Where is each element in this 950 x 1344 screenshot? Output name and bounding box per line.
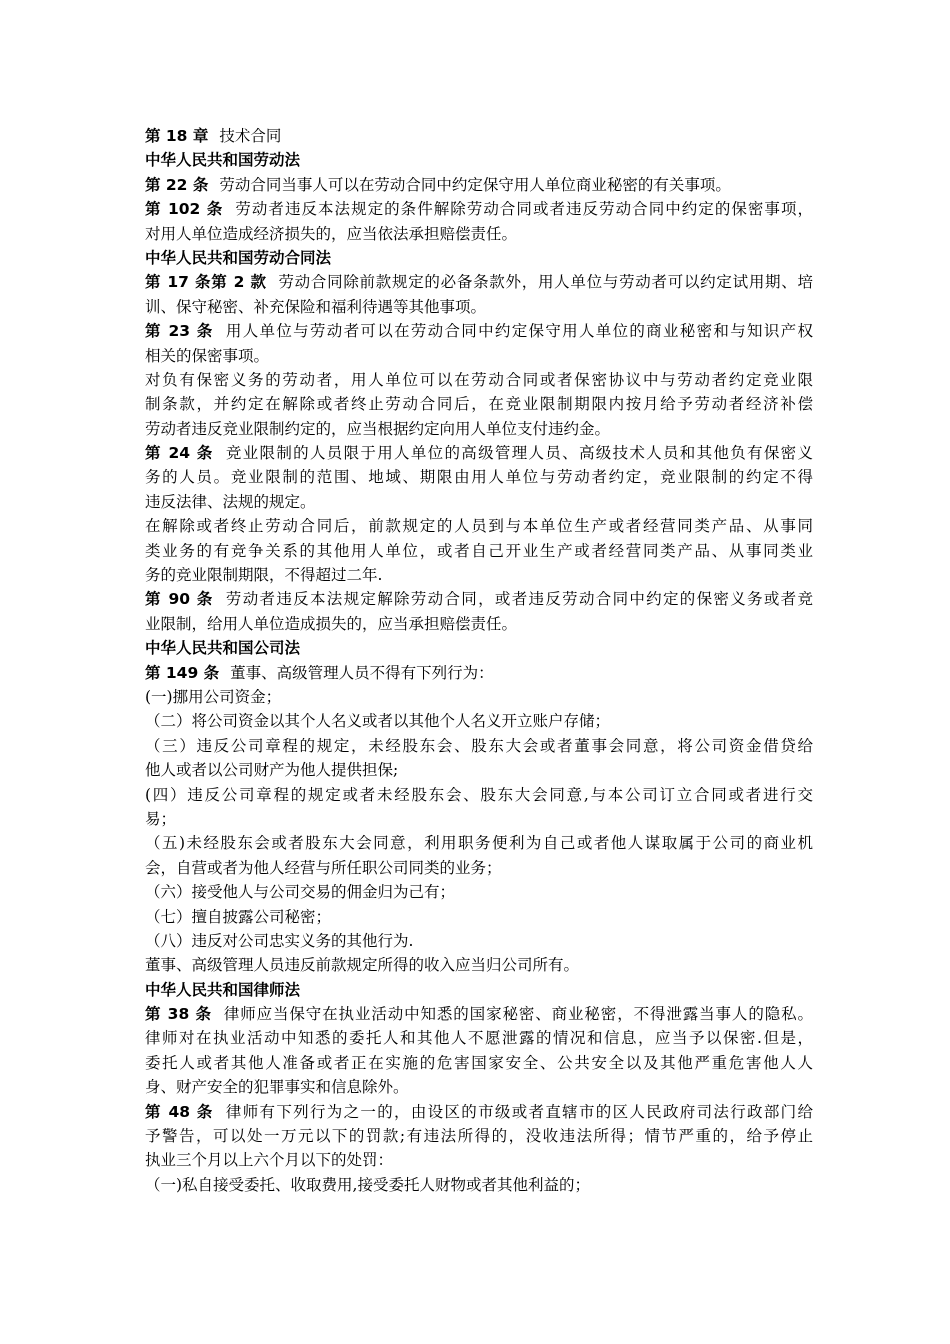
line-text: 予警告，可以处一万元以下的罚款;有违法所得的，没收违法所得；情节严重的，给予停止 [145, 1127, 813, 1146]
section-heading [145, 246, 813, 270]
article-label: 中华人民共和国劳动法 [145, 151, 301, 170]
text-line [145, 1075, 813, 1099]
text-line [145, 1100, 813, 1124]
label-gap [219, 668, 230, 681]
section-heading [145, 978, 813, 1002]
line-text: 类业务的有竞争关系的其他用人单位，或者自己开业生产或者经营同类产品、从事同类业 [145, 541, 813, 560]
line-text: 劳动者违反竞业限制约定的，应当根据约定向用人单位支付违约金。 [145, 419, 611, 438]
text-line [145, 856, 813, 880]
label-gap [208, 180, 219, 193]
article-label: 中华人民共和国劳动合同法 [145, 248, 332, 267]
line-text: 务的人员。竞业限制的范围、地域、期限由用人单位与劳动者约定，竞业限制的约定不得 [145, 468, 813, 487]
text-line [145, 587, 813, 611]
text-line [145, 344, 813, 368]
line-text: 律师应当保守在执业活动中知悉的国家秘密、商业秘密，不得泄露当事人的隐私。 [223, 1005, 813, 1024]
line-text: 用人单位与劳动者可以在劳动合同中约定保守用人单位的商业秘密和与知识产权 [225, 322, 813, 341]
text-line [145, 929, 813, 953]
text-line [145, 1051, 813, 1075]
line-text: 身、财产安全的犯罪事实和信息除外。 [145, 1078, 409, 1097]
label-gap [214, 326, 226, 339]
line-text: 律师对在执业活动中知悉的委托人和其他人不愿泄露的情况和信息，应当予以保密.但是， [145, 1029, 813, 1048]
article-label: 第 22 条 [145, 175, 209, 194]
document-body [145, 124, 813, 1197]
section-heading [145, 148, 813, 172]
text-line [145, 1026, 813, 1050]
text-line [145, 1002, 813, 1026]
article-label: 第 149 条 [145, 663, 220, 682]
line-text: （八）违反对公司忠实义务的其他行为. [145, 931, 414, 950]
text-line [145, 1148, 813, 1172]
line-text: 会，自营或者为他人经营与所任职公司同类的业务； [145, 858, 502, 877]
line-text: 制条款，并约定在解除或者终止劳动合同后，在竞业限制期限内按月给予劳动者经济补偿 [145, 395, 813, 414]
line-text: 易； [145, 809, 177, 828]
text-line [145, 880, 813, 904]
text-line [145, 783, 813, 807]
line-text: 对用人单位造成经济损失的，应当依法承担赔偿责任。 [145, 224, 518, 243]
text-line [145, 270, 813, 294]
line-text: 竞业限制的人员限于用人单位的高级管理人员、高级技术人员和其他负有保密义 [225, 444, 813, 463]
label-gap [214, 448, 226, 461]
line-text: 董事、高级管理人员违反前款规定所得的收入应当归公司所有。 [145, 956, 580, 975]
article-label: 第 102 条 [145, 200, 224, 219]
line-text: 训、保守秘密、补充保险和福利待遇等其他事项。 [145, 297, 487, 316]
text-line [145, 392, 813, 416]
line-text: 劳动合同除前款规定的必备条款外，用人单位与劳动者可以约定试用期、培 [278, 273, 813, 292]
article-label: 第 24 条 [145, 444, 214, 463]
text-line [145, 465, 813, 489]
text-line [145, 1173, 813, 1197]
line-text: （三）违反公司章程的规定，未经股东会、股东大会或者董事会同意，将公司资金借贷给 [145, 736, 813, 755]
text-line [145, 197, 813, 221]
line-text: 相关的保密事项。 [145, 346, 270, 365]
line-text: 劳动者违反本法规定解除劳动合同，或者违反劳动合同中约定的保密义务或者竞 [225, 590, 813, 609]
line-text: 执业三个月以上六个月以下的处罚： [145, 1151, 394, 1170]
article-label: 第 17 条第 2 款 [145, 273, 267, 292]
text-line [145, 709, 813, 733]
line-text: 劳动合同当事人可以在劳动合同中约定保守用人单位商业秘密的有关事项。 [219, 175, 731, 194]
article-label: 第 48 条 [145, 1102, 214, 1121]
article-label: 第 90 条 [145, 590, 214, 609]
line-text: （一)私自接受委托、收取费用,接受委托人财物或者其他利益的； [145, 1175, 590, 1194]
article-label: 第 18 章 [145, 127, 209, 145]
text-line [145, 563, 813, 587]
text-line [145, 319, 813, 343]
text-line [145, 539, 813, 563]
article-label: 第 23 条 [145, 322, 214, 341]
section-heading [145, 636, 813, 660]
text-line [145, 441, 813, 465]
label-gap [267, 277, 279, 290]
line-text: （六）接受他人与公司交易的佣金归为己有； [145, 883, 456, 902]
line-text: （二）将公司资金以其个人名义或者以其他个人名义开立账户存储； [145, 712, 611, 731]
text-line [145, 295, 813, 319]
text-line [145, 173, 813, 197]
text-line [145, 368, 813, 392]
line-text: 违反法律、法规的规定。 [145, 492, 316, 511]
text-line [145, 831, 813, 855]
article-label: 中华人民共和国公司法 [145, 639, 301, 658]
label-gap [212, 1009, 224, 1022]
text-line [145, 124, 813, 148]
text-line [145, 734, 813, 758]
text-line [145, 612, 813, 636]
text-line [145, 758, 813, 782]
line-text: （七）擅自披露公司秘密； [145, 907, 332, 926]
line-text: 业限制，给用人单位造成损失的，应当承担赔偿责任。 [145, 614, 518, 633]
text-line [145, 1124, 813, 1148]
line-text: 技术合同 [219, 127, 282, 145]
label-gap [223, 204, 235, 217]
label-gap [214, 1107, 226, 1120]
line-text: 在解除或者终止劳动合同后，前款规定的人员到与本单位生产或者经营同类产品、从事同 [145, 517, 813, 536]
text-line [145, 514, 813, 538]
text-line [145, 661, 813, 685]
label-gap [214, 594, 226, 607]
line-text: (一)挪用公司资金； [145, 687, 282, 706]
line-text: 务的竞业限制期限，不得超过二年. [145, 566, 383, 585]
line-text: 委托人或者其他人准备或者正在实施的危害国家安全、公共安全以及其他严重危害他人人 [145, 1053, 813, 1072]
line-text: 董事、高级管理人员不得有下列行为： [230, 663, 494, 682]
line-text: 对负有保密义务的劳动者，用人单位可以在劳动合同或者保密协议中与劳动者约定竞业限 [145, 370, 813, 389]
line-text: （五)未经股东会或者股东大会同意，利用职务便利为自己或者他人谋取属于公司的商业机 [145, 834, 813, 853]
line-text: 律师有下列行为之一的，由设区的市级或者直辖市的区人民政府司法行政部门给 [225, 1102, 813, 1121]
article-label: 第 38 条 [145, 1005, 212, 1024]
line-text: 他人或者以公司财产为他人提供担保; [145, 761, 399, 780]
text-line [145, 222, 813, 246]
text-line [145, 490, 813, 514]
line-text: 劳动者违反本法规定的条件解除劳动合同或者违反劳动合同中约定的保密事项， [235, 200, 814, 219]
label-gap [208, 131, 219, 144]
line-text: (四）违反公司章程的规定或者未经股东会、股东大会同意,与本公司订立合同或者进行交 [145, 785, 813, 804]
article-label: 中华人民共和国律师法 [145, 980, 301, 999]
text-line [145, 953, 813, 977]
text-line [145, 905, 813, 929]
text-line [145, 417, 813, 441]
text-line [145, 685, 813, 709]
text-line [145, 807, 813, 831]
